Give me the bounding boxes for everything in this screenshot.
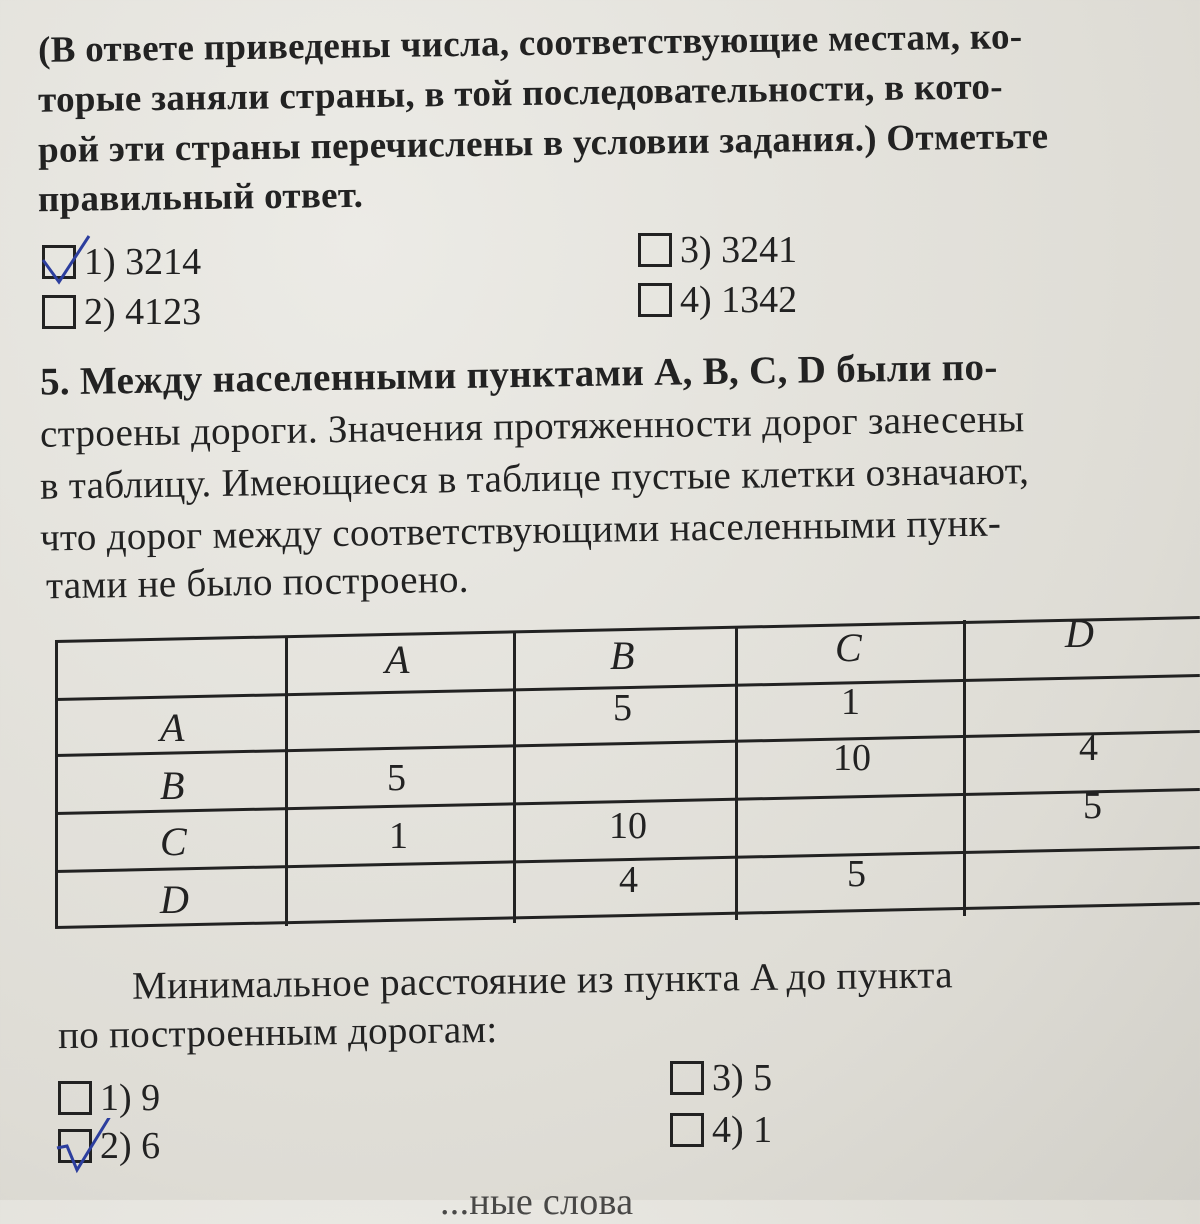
task5-option-1[interactable] [58, 1076, 160, 1120]
cell-c-a: 1 [389, 815, 408, 857]
checkbox[interactable] [42, 295, 76, 329]
prev-task-line-3: рой эти страны перечислены в условии задания.) Отметьте [37, 115, 1049, 172]
prev-option-1[interactable] [42, 240, 201, 284]
option-label: 4) 1342 [680, 279, 798, 321]
checkmark-icon [53, 1118, 133, 1178]
checkmark-icon [37, 234, 97, 294]
task5-line-4: что дорог между соответствующими населенными пунк- [39, 501, 1002, 560]
col-header-a: A [385, 637, 410, 682]
task5-line-5: тами не было построено. [45, 557, 470, 608]
row-header-d: D [160, 877, 189, 922]
row-header-c: C [160, 819, 187, 864]
checkbox[interactable] [670, 1113, 704, 1147]
checkbox[interactable] [638, 283, 672, 317]
distance-table [55, 588, 1200, 928]
cell-c-d: 5 [1083, 785, 1102, 827]
task5-option-4[interactable] [670, 1108, 772, 1152]
option-label: 3) 5 [712, 1057, 773, 1099]
prev-option-3[interactable] [638, 228, 797, 272]
task5-line-1 [40, 344, 998, 404]
cell-d-b: 4 [619, 859, 638, 901]
row-header-a: A [160, 705, 185, 750]
task5-text: 5. Между населенными пунктами A, B, C, D были по- [39, 345, 998, 404]
cell-c-b: 10 [609, 805, 647, 847]
prev-option-2[interactable] [42, 290, 201, 334]
task5-line-3: в таблицу. Имеющиеся в таблице пустые клетки означают, [39, 449, 1030, 508]
row-header-b: B [160, 763, 185, 808]
col-header-b: B [610, 633, 635, 678]
checkbox[interactable] [638, 233, 672, 267]
question-line-2: по построенным дорогам: [57, 1007, 498, 1058]
col-header-d: D [1065, 611, 1094, 656]
prev-option-4[interactable] [638, 278, 797, 322]
cell-b-c: 10 [833, 737, 871, 779]
checkbox[interactable] [42, 245, 76, 279]
option-label: 1) 3214 [84, 241, 202, 283]
cell-b-d: 4 [1079, 727, 1098, 769]
option-label: 1) 9 [100, 1077, 161, 1119]
col-header-c: C [835, 625, 862, 670]
prev-task-line-4: правильный ответ. [37, 174, 364, 221]
task5-option-2[interactable] [58, 1124, 160, 1168]
option-label: 4) 1 [712, 1109, 773, 1151]
task5-option-3[interactable] [670, 1056, 772, 1100]
checkbox[interactable] [58, 1081, 92, 1115]
option-label: 2) 6 [100, 1125, 161, 1167]
task5-line-2: строены дороги. Значения протяженности дорог занесены [39, 397, 1025, 456]
checkbox[interactable] [58, 1129, 92, 1163]
option-label: 3) 3241 [680, 229, 798, 271]
cell-a-c: 1 [841, 681, 860, 723]
cell-a-b: 5 [613, 687, 632, 729]
cell-d-c: 5 [847, 853, 866, 895]
checkbox[interactable] [670, 1061, 704, 1095]
option-label: 2) 4123 [84, 291, 202, 333]
cut-off-text: ...ные слова [440, 1181, 634, 1223]
prev-task-line-1: (В ответе приведены числа, соответствующие местам, ко- [37, 16, 1023, 71]
cell-b-a: 5 [387, 757, 406, 799]
prev-task-line-2: торые заняли страны, в той последовательности, в кото- [37, 66, 1004, 121]
question-line-1: Минимальное расстояние из пункта A до пункта [131, 953, 954, 1008]
